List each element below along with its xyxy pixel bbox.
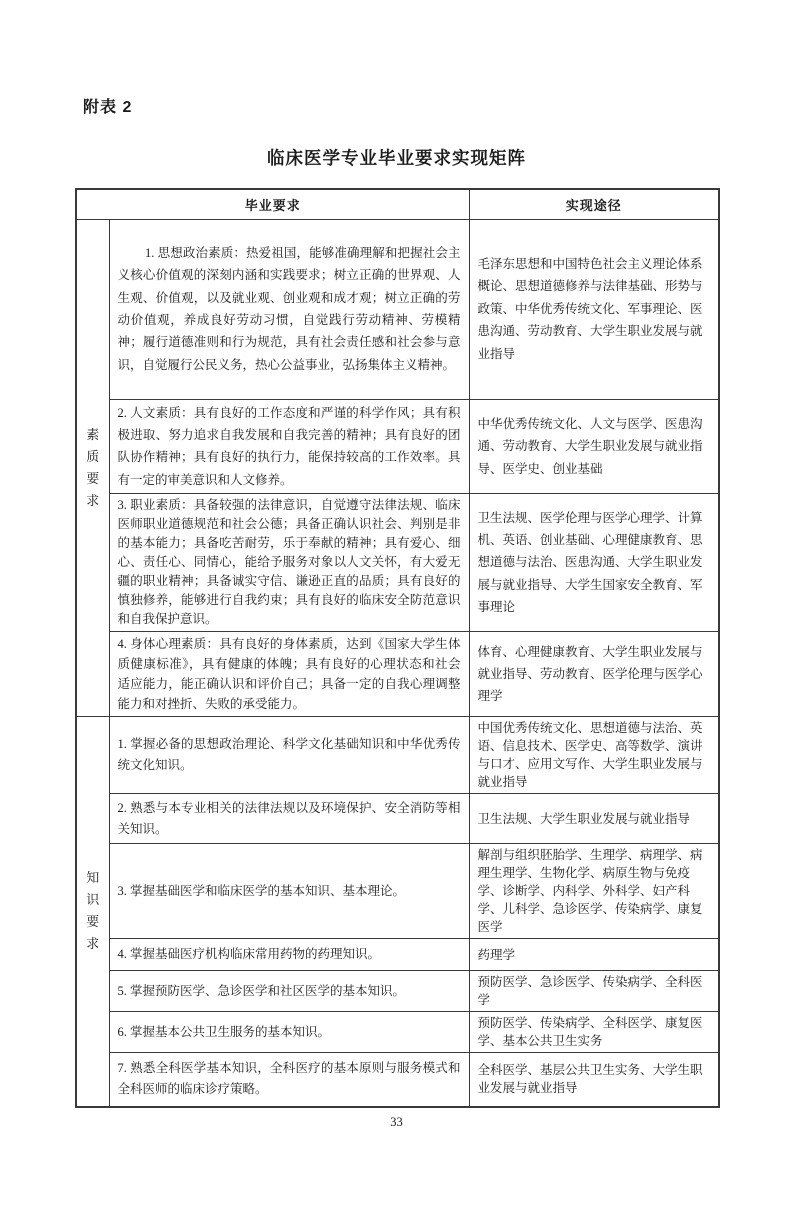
appendix-label: 附表 2 xyxy=(83,99,133,116)
path-cell xyxy=(469,794,719,844)
requirement-text: 7. 熟悉全科医学基本知识，全科医疗的基本原则与服务模式和全科医师的临床诊疗策略。 xyxy=(117,1061,461,1097)
requirement-text: 5. 掌握预防医学、急诊医学和社区医学的基本知识。 xyxy=(117,983,406,998)
knowledge-row-5 xyxy=(76,971,719,1012)
section-label-knowledge-text: 知识要求 xyxy=(86,870,100,952)
requirement-cell xyxy=(109,844,469,939)
header-cell-requirement: 毕业要求 xyxy=(76,189,469,219)
path-text: 预防医学、传染病学、全科医学、康复医学、基本公共卫生实务 xyxy=(477,1016,703,1049)
path-cell xyxy=(469,971,719,1012)
path-text: 中华优秀传统文化、人文与医学、医患沟通、劳动教育、大学生职业发展与就业指导、医学史、创业基础 xyxy=(477,416,703,476)
knowledge-row-2 xyxy=(76,794,719,844)
requirement-cell xyxy=(109,939,469,971)
path-cell xyxy=(469,1012,719,1053)
requirement-cell xyxy=(109,794,469,844)
page-number: 33 xyxy=(390,1114,403,1129)
requirement-cell xyxy=(109,219,469,399)
requirement-cell xyxy=(109,399,469,494)
path-text: 卫生法规、大学生职业发展与就业指导 xyxy=(477,811,691,826)
quality-row-4 xyxy=(76,632,719,717)
requirement-text: 6. 掌握基本公共卫生服务的基本知识。 xyxy=(117,1024,331,1039)
path-text: 体育、心理健康教育、大学生职业发展与就业指导、劳动教育、医学伦理与医学心理学 xyxy=(477,644,703,704)
quality-row-3 xyxy=(76,494,719,632)
section-label-quality-text: 素质要求 xyxy=(86,426,100,508)
requirement-cell xyxy=(109,632,469,717)
path-cell xyxy=(469,399,719,494)
knowledge-row-1 xyxy=(76,717,719,794)
requirement-text: 2. 人文素质：具有良好的工作态度和严谨的科学作风；具有积极进取、努力追求自我发展和自我完善的精神；具有良好的团队协作精神；具有良好的执行力，能保持较高的工作效率。具有一定的审美意识和人文修养。 xyxy=(117,405,461,487)
path-text: 预防医学、急诊医学、传染病学、全科医学 xyxy=(477,975,703,1008)
knowledge-row-6 xyxy=(76,1012,719,1053)
path-cell xyxy=(469,717,719,794)
requirement-text: 3. 掌握基础医学和临床医学的基本知识、基本理论。 xyxy=(117,883,406,898)
knowledge-row-7 xyxy=(76,1053,719,1107)
requirement-cell xyxy=(109,494,469,632)
path-text: 毛泽东思想和中国特色社会主义理论体系概论、思想道德修养与法律基础、形势与政策、中华优秀传统文化、军事理论、医患沟通、劳动教育、大学生职业发展与就业指导 xyxy=(477,256,703,361)
path-cell xyxy=(469,1053,719,1107)
path-text: 中国优秀传统文化、思想道德与法治、英语、信息技术、医学史、高等数学、演讲与口才、应用文写作、大学生职业发展与就业指导 xyxy=(477,721,703,790)
requirement-text: 1. 思想政治素质：热爱祖国，能够准确理解和把握社会主义核心价值观的深刻内涵和实践要求；树立正确的世界观、人生观、价值观，以及就业观、创业观和成才观；树立正确的劳动价值观，养成良好劳动习惯，自觉践行劳动精神、劳模精神；履行道德准则和行为规范，具有社会责任感和社会参与意识，自觉履行公民义务，热心公益事业，弘扬集体主义精神。 xyxy=(117,245,461,372)
requirement-cell xyxy=(109,1053,469,1107)
quality-row-1 xyxy=(76,219,719,399)
header-cell-path: 实现途径 xyxy=(469,189,719,219)
path-text: 解剖与组织胚胎学、生理学、病理学、病理生理学、生物化学、病原生物与免疫学、诊断学、内科学、外科学、妇产科学、儿科学、急诊医学、传染病学、康复医学 xyxy=(477,848,703,935)
path-cell xyxy=(469,494,719,632)
path-cell xyxy=(469,219,719,399)
quality-row-2 xyxy=(76,399,719,494)
requirement-text: 4. 身体心理素质：具有良好的身体素质，达到《国家大学生体质健康标准》，具有健康的体魄；具有良好的心理状态和社会适应能力，能正确认识和评价自己；具备一定的自我心理调整能力和对挫折、失败的承受能力。 xyxy=(117,637,461,712)
path-cell xyxy=(469,844,719,939)
knowledge-row-3 xyxy=(76,844,719,939)
requirement-text: 1. 掌握必备的思想政治理论、科学文化基础知识和中华优秀传统文化知识。 xyxy=(117,737,461,773)
section-label-knowledge xyxy=(76,717,109,1107)
path-text: 卫生法规、医学伦理与医学心理学、计算机、英语、创业基础、心理健康教育、思想道德与法治、医患沟通、大学生职业发展与就业指导、大学生国家安全教育、军事理论 xyxy=(477,510,703,615)
requirements-matrix-table xyxy=(75,188,720,1108)
table-header-row xyxy=(76,189,719,219)
requirement-cell xyxy=(109,1012,469,1053)
requirement-cell xyxy=(109,971,469,1012)
requirement-cell xyxy=(109,717,469,794)
path-cell xyxy=(469,632,719,717)
requirement-text: 2. 熟悉与本专业相关的法律法规以及环境保护、安全消防等相关知识。 xyxy=(117,800,461,836)
path-cell xyxy=(469,939,719,971)
requirement-text: 3. 职业素质：具备较强的法律意识，自觉遵守法律法规、临床医师职业道德规范和社会公德；具备正确认识社会、判别是非的基本能力；具备吃苦耐劳，乐于奉献的精神；具有爱心、细心、责任心、同情心，能给予服务对象以人文关怀，有大爱无疆的职业精神；具备诚实守信、谦逊正直的品质；具有良好的慎独修养，能够进行自我约束；具有良好的临床安全防范意识和自我保护意识。 xyxy=(117,498,461,627)
knowledge-row-4 xyxy=(76,939,719,971)
page-title: 临床医学专业毕业要求实现矩阵 xyxy=(267,148,526,168)
requirement-text: 4. 掌握基础医疗机构临床常用药物的药理知识。 xyxy=(117,947,381,962)
path-text: 药理学 xyxy=(477,947,516,962)
section-label-quality xyxy=(76,219,109,717)
path-text: 全科医学、基层公共卫生实务、大学生职业发展与就业指导 xyxy=(477,1063,703,1096)
